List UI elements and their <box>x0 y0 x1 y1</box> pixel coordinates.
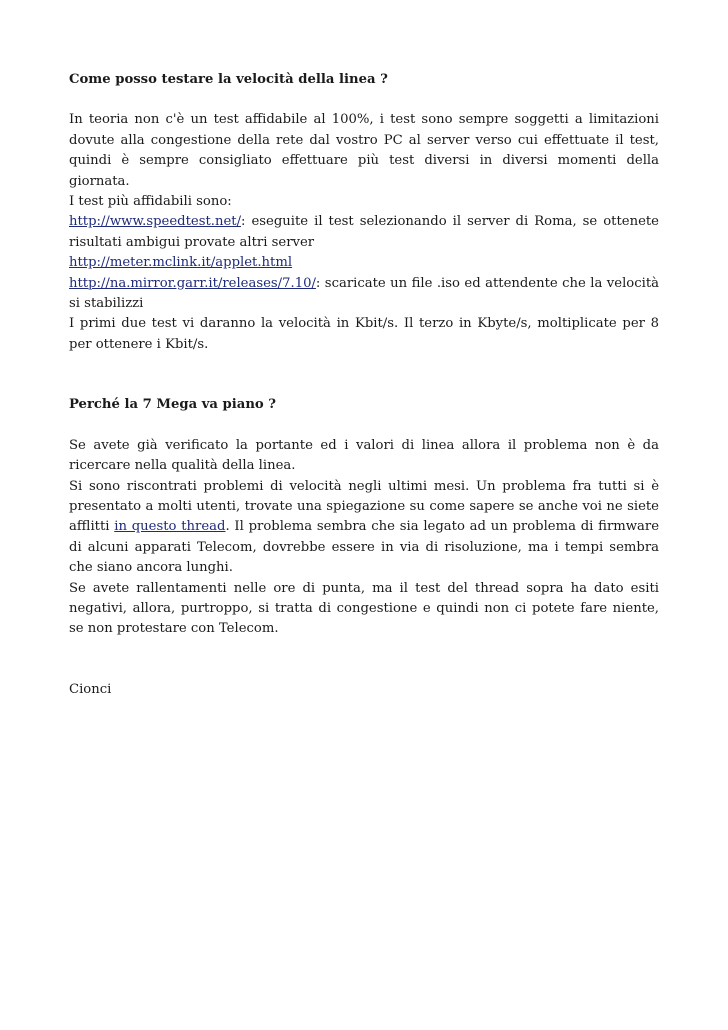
speed-problems-text-before: Si sono riscontrati problemi di velocità negli ultimi mesi. Un problema fra tutti si è presentato a molti utenti, trovate una spiegazione su come sapere se anche voi ne siete afflitti <box>69 478 659 535</box>
intro-paragraph: In teoria non c'è un test affidabile al 100%, i test sono sempre soggetti a limitazioni dovute alla congestione della rete dal vostro PC al server verso cui effettuate il test, quindi è sempre consigliato effettuare più test diversi in diversi momenti della giornata. <box>69 112 659 189</box>
document-page <box>69 70 659 700</box>
line-quality-paragraph: Se avete già verificato la portante ed i valori di linea allora il problema non è da ricercare nella qualità della linea. <box>69 437 659 474</box>
garr-mirror-link[interactable]: http://na.mirror.garr.it/releases/7.10/ <box>69 275 316 291</box>
section-heading-speed-test: Come posso testare la velocità della linea ? <box>69 72 388 87</box>
thread-link[interactable]: in questo thread <box>114 519 226 535</box>
test-item-speedtest <box>69 212 659 253</box>
test-item-mclink <box>69 253 659 273</box>
speedtest-link[interactable]: http://www.speedtest.net/ <box>69 214 242 230</box>
section-heading-7-mega: Perché la 7 Mega va piano ? <box>69 397 277 413</box>
tests-list-title: I test più affidabili sono: <box>69 194 232 210</box>
speed-problems-paragraph <box>69 477 659 579</box>
garr-description: : scaricate un file .iso ed attendente che la velocità si stabilizzi <box>69 275 659 312</box>
speed-problems-text-after: . Il problema sembra che sia legato ad un problema di firmware di alcuni apparati Telecom, dovrebbe essere in via di risoluzione, ma i tempi sembra che siano ancora lunghi. <box>69 519 660 576</box>
test-item-garr <box>69 274 659 315</box>
units-note-paragraph: I primi due test vi daranno la velocità in Kbit/s. Il terzo in Kbyte/s, moltiplicate per 8 per ottenere i Kbit/s. <box>69 316 659 352</box>
signature: Cionci <box>69 681 112 697</box>
speedtest-description: : eseguite il test selezionando il server di Roma, se ottenete risultati ambigui provate altri server <box>69 214 659 250</box>
mclink-link[interactable]: http://meter.mclink.it/applet.html <box>69 255 293 271</box>
congestion-paragraph: Se avete rallentamenti nelle ore di punta, ma il test del thread sopra ha dato esiti negativi, allora, purtroppo, si tratta di congestione e quindi non ci potete fare niente, se non protestare con Telecom. <box>69 580 659 637</box>
